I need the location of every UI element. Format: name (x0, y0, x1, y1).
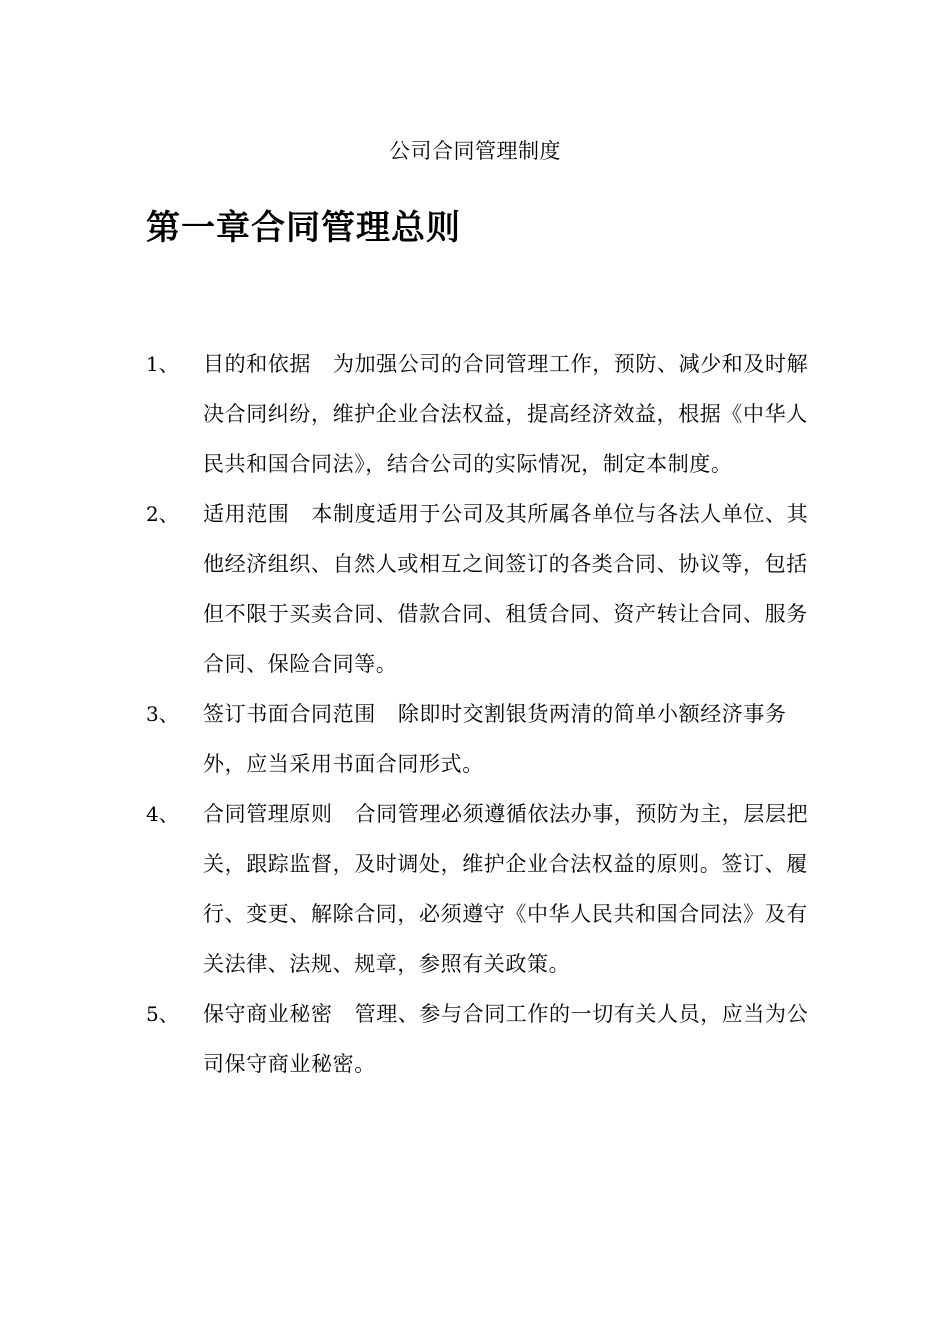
article-list (146, 339, 826, 1089)
article-text: 为加强公司的合同管理工作，预防、减少和及时解决合同纠纷，维护企业合法权益，提高经济效益，根据《中华人民共和国合同法》，结合公司的实际情况，制定本制度。 (203, 352, 809, 476)
article-number: 4、 (146, 802, 179, 826)
article-heading: 合同管理原则 (203, 802, 333, 826)
article-heading: 目的和依据 (203, 352, 311, 376)
chapter-heading: 第一章合同管理总则 (146, 208, 461, 248)
article-number: 5、 (146, 1002, 179, 1026)
article-item (146, 989, 826, 1089)
document-title: 公司合同管理制度 (389, 139, 561, 163)
article-number: 3、 (146, 702, 179, 726)
article-text: 除即时交割银货两清的简单小额经济事务外，应当采用书面合同形式。 (203, 702, 787, 776)
article-body (203, 689, 826, 789)
article-item (146, 489, 826, 689)
article-number: 2、 (146, 502, 179, 526)
article-text: 本制度适用于公司及其所属各单位与各法人单位、其他经济组织、自然人或相互之间签订的各类合同、协议等，包括但不限于买卖合同、借款合同、租赁合同、资产转让合同、服务合同、保险合同等。 (203, 502, 809, 676)
article-item (146, 789, 826, 989)
article-text: 合同管理必须遵循依法办事，预防为主，层层把关，跟踪监督，及时调处，维护企业合法权益的原则。签订、履行、变更、解除合同，必须遵守《中华人民共和国合同法》及有关法律、法规、规章，参照有关政策。 (203, 802, 809, 976)
article-heading: 签订书面合同范围 (203, 702, 376, 726)
article-heading: 适用范围 (203, 502, 290, 526)
article-heading: 保守商业秘密 (203, 1002, 333, 1026)
article-item (146, 339, 826, 489)
article-body (203, 489, 826, 689)
article-item (146, 689, 826, 789)
article-body (203, 339, 826, 489)
article-body (203, 789, 826, 989)
article-body (203, 989, 826, 1089)
article-number: 1、 (146, 352, 179, 376)
article-text: 管理、参与合同工作的一切有关人员，应当为公司保守商业秘密。 (203, 1002, 809, 1076)
